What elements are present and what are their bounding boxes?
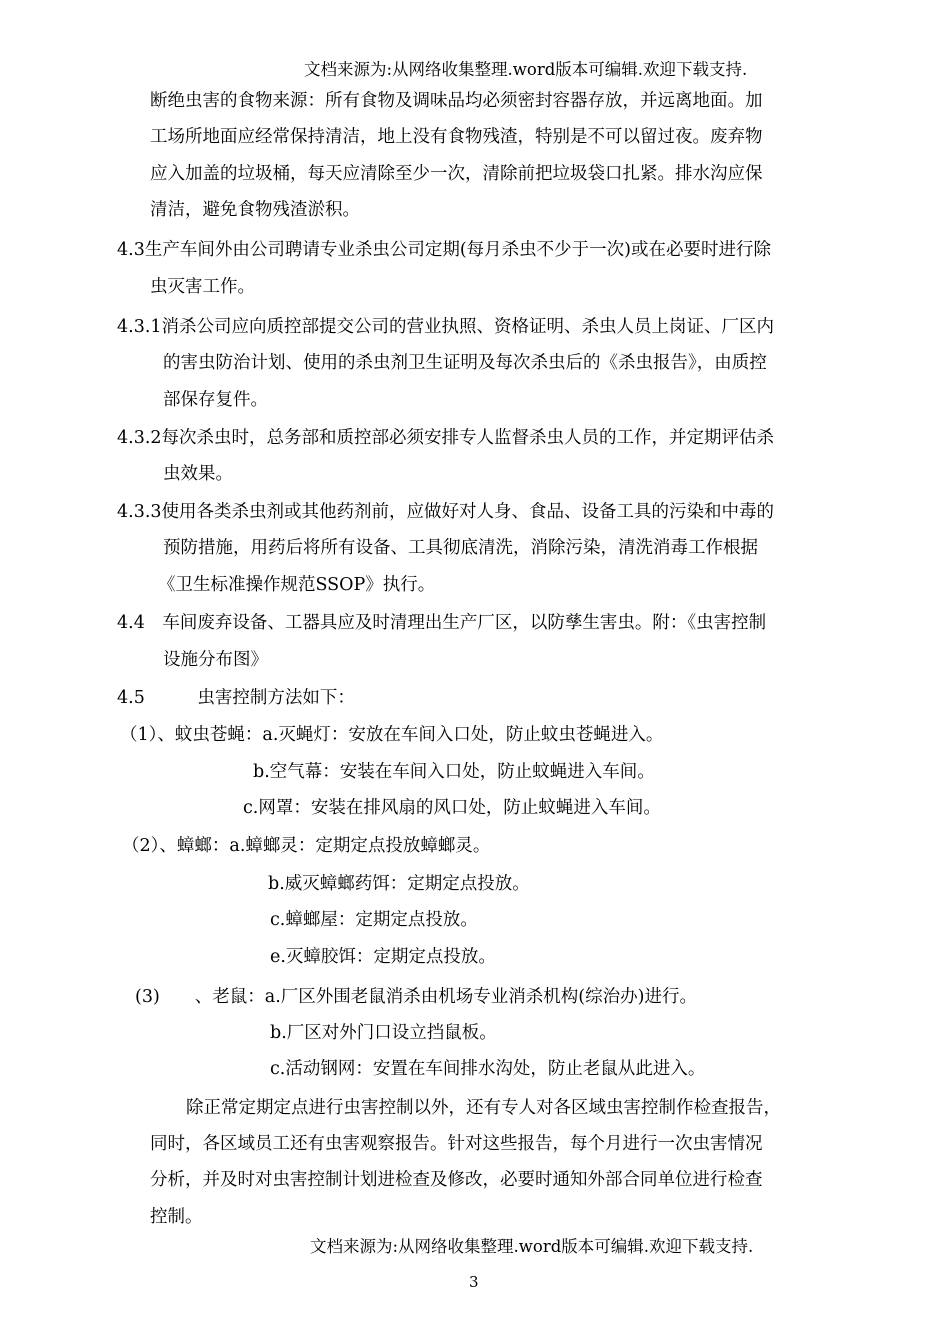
text-line: （2）、蟑螂：a.蟑螂灵：定期定点投放蟑螂灵。	[122, 836, 491, 856]
text-line: 4.5 虫害控制方法如下：	[117, 688, 355, 708]
text-line: 设施分布图》	[163, 650, 268, 670]
page-footer: 文档来源为:从网络收集整理.word版本可编辑.欢迎下载支持.	[310, 1237, 754, 1256]
text-line: b.空气幕：安装在车间入口处，防止蚊蝇进入车间。	[253, 762, 655, 782]
text-line: 虫效果。	[163, 464, 233, 484]
text-line: 同时，各区域员工还有虫害观察报告。针对这些报告，每个月进行一次虫害情况	[150, 1134, 763, 1154]
text-line: b.威灭蟑螂药饵：定期定点投放。	[268, 874, 530, 894]
text-line: 分析，并及时对虫害控制计划进检查及修改，必要时通知外部合同单位进行检查	[150, 1170, 763, 1190]
text-line: 虫灭害工作。	[150, 277, 255, 297]
text-line: 4.3.2每次杀虫时，总务部和质控部必须安排专人监督杀虫人员的工作，并定期评估杀	[117, 428, 775, 448]
text-line: 的害虫防治计划、使用的杀虫剂卫生证明及每次杀虫后的《杀虫报告》，由质控	[163, 353, 767, 373]
text-line: 部保存复件。	[163, 390, 268, 410]
text-line: 4.3.3使用各类杀虫剂或其他药剂前，应做好对人身、食品、设备工具的污染和中毒的	[117, 502, 775, 522]
text-line: 清洁，避免食物残渣淤积。	[150, 200, 360, 220]
text-line: 控制。	[150, 1207, 203, 1227]
text-line: 断绝虫害的食物来源：所有食物及调味品均必须密封容器存放，并远离地面。加	[150, 91, 763, 111]
text-line: c.蟑螂屋：定期定点投放。	[270, 910, 478, 930]
page-header: 文档来源为:从网络收集整理.word版本可编辑.欢迎下载支持.	[304, 60, 748, 79]
text-line: 应入加盖的垃圾桶，每天应清除至少一次，清除前把垃圾袋口扎紧。排水沟应保	[150, 164, 763, 184]
text-line: 除正常定期定点进行虫害控制以外，还有专人对各区域虫害控制作检查报告，	[186, 1098, 781, 1118]
text-line: 预防措施，用药后将所有设备、工具彻底清洗，消除污染，清洗消毒工作根据	[163, 538, 758, 558]
text-line: c.网罩：安装在排风扇的风口处，防止蚊蝇进入车间。	[243, 798, 661, 818]
text-line: 工场所地面应经常保持清洁，地上没有食物残渣，特别是不可以留过夜。废弃物	[150, 127, 763, 147]
text-line: c.活动钢网：安置在车间排水沟处，防止老鼠从此进入。	[270, 1059, 706, 1079]
text-line: 4.3生产车间外由公司聘请专业杀虫公司定期(每月杀虫不少于一次)或在必要时进行除	[117, 240, 771, 260]
text-line: 4.3.1消杀公司应向质控部提交公司的营业执照、资格证明、杀虫人员上岗证、厂区内	[117, 317, 775, 337]
page-number: 3	[469, 1273, 479, 1291]
text-line: (3) 、老鼠：a.厂区外围老鼠消杀由机场专业消杀机构(综治办)进行。	[135, 987, 697, 1007]
text-line: （1）、蚊虫苍蝇：a.灭蝇灯：安放在车间入口处，防止蚊虫苍蝇进入。	[120, 725, 664, 745]
text-line: 4.4 车间废弃设备、工器具应及时清理出生产厂区，以防孳生害虫。附：《虫害控制	[117, 613, 767, 633]
text-line: 《卫生标准操作规范SSOP》执行。	[158, 575, 436, 595]
text-line: e.灭蟑胶饵：定期定点投放。	[270, 947, 496, 967]
text-line: b.厂区对外门口设立挡鼠板。	[270, 1023, 497, 1043]
